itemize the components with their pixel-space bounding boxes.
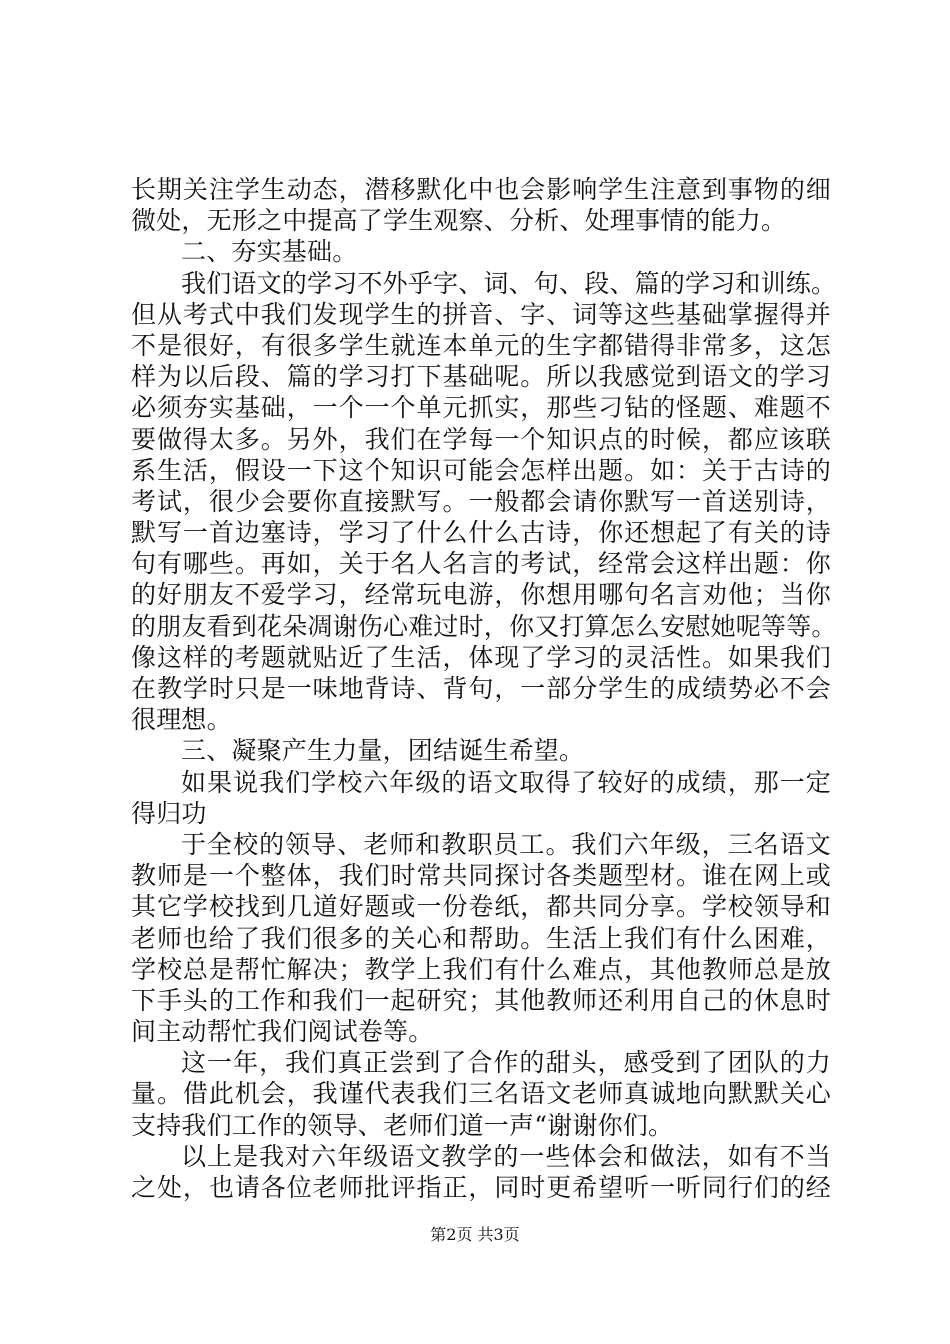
text-line: 教师是一个整体，我们时常共同探讨各类题型材。谁在网上或 [131, 861, 831, 891]
text-line: 我们语文的学习不外乎字、词、句、段、篇的学习和训练。 [181, 268, 837, 298]
text-line: 其它学校找到几道好题或一份卷纸，都共同分享。学校领导和 [131, 892, 831, 922]
text-line: 很理想。 [131, 705, 232, 735]
text-line: 但从考式中我们发现学生的拼音、字、词等这些基础掌握得并 [131, 299, 831, 329]
text-line: 必须夯实基础，一个一个单元抓实，那些刁钻的怪题、难题不 [131, 393, 831, 423]
text-line: 样为以后段、篇的学习打下基础呢。所以我感觉到语文的学习 [131, 362, 831, 392]
text-line: 这一年，我们真正尝到了合作的甜头，感受到了团队的力 [181, 1048, 831, 1078]
text-line: 系生活，假设一下这个知识可能会怎样出题。如：关于古诗的 [131, 455, 831, 485]
text-line: 像这样的考题就贴近了生活，体现了学习的灵活性。如果我们 [131, 642, 831, 672]
text-line: 二、夯实基础。 [181, 237, 358, 267]
text-line: 下手头的工作和我们一起研究；其他教师还利用自己的休息时 [131, 985, 831, 1015]
text-line: 量。借此机会，我谨代表我们三名语文老师真诚地向默默关心 [131, 1079, 831, 1109]
text-line: 考试，很少会要你直接默写。一般都会请你默写一首送别诗， [131, 486, 831, 516]
text-line: 长期关注学生动态，潜移默化中也会影响学生注意到事物的细 [131, 175, 831, 204]
text-line: 要做得太多。另外，我们在学每一个知识点的时候，都应该联 [131, 424, 831, 454]
text-line: 三、凝聚产生力量，团结诞生希望。 [181, 736, 585, 766]
text-line: 得归功 [131, 798, 207, 828]
text-line: 如果说我们学校六年级的语文取得了较好的成绩，那一定 [181, 767, 831, 797]
text-line: 微处，无形之中提高了学生观察、分析、处理事情的能力。 [131, 206, 787, 236]
page-footer: 第2页 共3页 [430, 1225, 520, 1244]
text-line: 以上是我对六年级语文教学的一些体会和做法，如有不当 [181, 1141, 831, 1171]
text-line: 句有哪些。再如，关于名人名言的考试，经常会这样出题：你 [131, 549, 831, 579]
text-line: 老师也给了我们很多的关心和帮助。生活上我们有什么困难， [131, 923, 831, 953]
text-line: 的朋友看到花朵凋谢伤心难过时，你又打算怎么安慰她呢等等。 [131, 611, 837, 641]
document-body [131, 174, 837, 1203]
text-line: 支持我们工作的领导、老师们道一声“谢谢你们。 [131, 1110, 674, 1140]
text-line: 默写一首边塞诗，学习了什么什么古诗，你还想起了有关的诗 [131, 518, 831, 548]
text-line: 在教学时只是一味地背诗、背句，一部分学生的成绩势必不会 [131, 674, 831, 703]
text-line: 于全校的领导、老师和教职员工。我们六年级，三名语文 [181, 829, 831, 859]
text-line: 的好朋友不爱学习，经常玩电游，你想用哪句名言劝他；当你 [131, 580, 831, 610]
text-line: 之处，也请各位老师批评指正，同时更希望听一听同行们的经 [131, 1173, 831, 1202]
text-line: 间主动帮忙我们阅试卷等。 [131, 1017, 434, 1047]
text-line: 学校总是帮忙解决；教学上我们有什么难点，其他教师总是放 [131, 954, 831, 984]
text-line: 不是很好，有很多学生就连本单元的生字都错得非常多，这怎 [131, 330, 831, 360]
